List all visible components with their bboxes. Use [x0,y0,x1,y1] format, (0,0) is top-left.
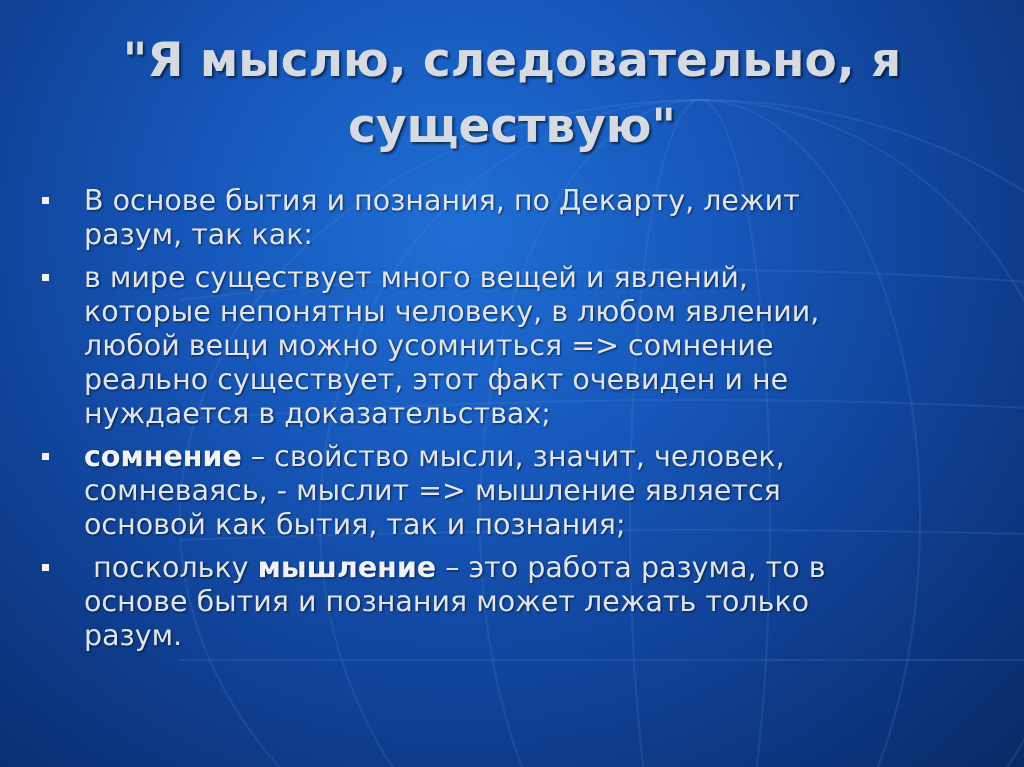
bullet-list [42,184,842,662]
bullet-item: поскольку мышление – это работа разума, то в основе бытия и познания может лежать только разум. [42,551,842,653]
emphasis-term: мышление [257,551,437,584]
emphasis-term: сомнение [84,440,242,473]
bullet-item: сомнение – свойство мысли, значит, человек, сомневаясь, - мыслит => мышление является основой как бытия, так и познания; [42,440,842,542]
bullet-square-icon [42,453,49,460]
bullet-item: В основе бытия и познания, по Декарту, лежит разум, так как: [42,184,842,252]
bullet-square-icon [42,564,49,571]
bullet-item: в мире существует много вещей и явлений, которые непонятны человеку, в любом явлении, любой вещи можно усомниться => сомнение реально существует, этот факт очевиден и не нуждается в доказательствах; [42,261,842,431]
bullet-square-icon [42,274,49,281]
slide-title: "Я мыслю, следовательно, я существую" [122,33,902,154]
bullet-square-icon [42,197,49,204]
